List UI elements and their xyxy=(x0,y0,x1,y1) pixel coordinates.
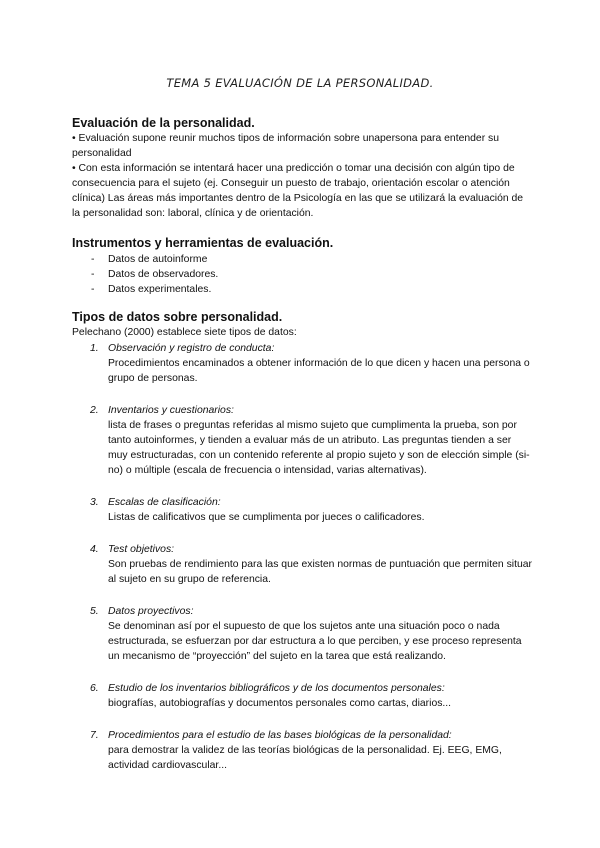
item-text: Se denominan así por el supuesto de que los sujetos ante una situación poco o nada estructurada, se esfuerzan por dar estructura a lo que perciben, y ese proceso representa un mecanismo de “proyección” del sujeto en la tarea que está realizando. xyxy=(108,621,522,662)
section-heading: Evaluación de la personalidad. xyxy=(72,116,255,130)
list-item xyxy=(72,495,532,525)
item-number: 6. xyxy=(90,683,99,694)
item-title: Datos proyectivos: xyxy=(108,606,194,617)
section-heading: Instrumentos y herramientas de evaluación. xyxy=(72,236,334,250)
item-title: Escalas de clasificación: xyxy=(108,497,221,508)
list-item: - Datos experimentales. xyxy=(91,284,212,295)
list-item xyxy=(72,341,532,386)
list-item: - Datos de observadores. xyxy=(91,269,219,280)
item-title: Procedimientos para el estudio de las bases biológicas de la personalidad: xyxy=(108,730,452,741)
item-text: biografías, autobiografías y documentos personales como cartas, diarios... xyxy=(108,698,452,709)
item-text: Son pruebas de rendimiento para las que existen normas de puntuación que permiten situar al sujeto en su grupo de referencia. xyxy=(108,559,532,585)
section-instrumentos xyxy=(72,235,532,297)
item-title: Estudio de los inventarios bibliográficos y de los documentos personales: xyxy=(108,683,445,694)
instruments-list xyxy=(72,252,532,297)
item-title: Test objetivos: xyxy=(108,544,175,555)
list-item xyxy=(72,681,532,711)
list-item xyxy=(72,604,532,664)
item-number: 4. xyxy=(90,544,99,555)
item-title: Inventarios y cuestionarios: xyxy=(108,405,234,416)
data-types-list xyxy=(72,341,532,773)
item-number: 7. xyxy=(90,730,99,741)
list-item-text: Datos experimentales. xyxy=(108,284,212,295)
item-text: Listas de calificativos que se cumplimenta por jueces o calificadores. xyxy=(108,512,425,523)
item-title: Observación y registro de conducta: xyxy=(108,343,275,354)
item-text: lista de frases o preguntas referidas al mismo sujeto que cumplimenta la prueba, son por tanto autoinformes, y tienden a evaluar más de un atributo. Las preguntas tienden a ser muy estructuradas, con un contenido referente al propio sujeto y son de elección simple (si-no) o múltiple (escala de frecuencia o intensidad, varias alternativas). xyxy=(108,420,530,476)
list-item: - Datos de autoinforme xyxy=(91,254,208,265)
paragraph: • Evaluación supone reunir muchos tipos de información sobre unapersona para entender su personalidad xyxy=(72,133,500,159)
item-number: 5. xyxy=(90,606,99,617)
section-heading: Tipos de datos sobre personalidad. xyxy=(72,310,283,324)
item-number: 1. xyxy=(90,343,99,354)
item-text: Procedimientos encaminados a obtener información de lo que dicen y hacen una persona o grupo de personas. xyxy=(108,358,530,384)
list-item xyxy=(72,728,532,773)
list-item xyxy=(72,542,532,587)
list-item-text: Datos de autoinforme xyxy=(108,254,208,265)
item-number: 2. xyxy=(90,405,99,416)
intro-text: Pelechano (2000) establece siete tipos de datos: xyxy=(72,327,297,338)
item-number: 3. xyxy=(90,497,99,508)
section-evaluacion xyxy=(72,115,532,221)
item-text: para demostrar la validez de las teorías biológicas de la personalidad. Ej. EEG, EMG, actividad cardiovascular... xyxy=(108,745,502,771)
paragraph: • Con esta información se intentará hacer una predicción o tomar una decisión con algún tipo de consecuencia para el sujeto (ej. Conseguir un puesto de trabajo, orientación escolar o atención clínica) Las áreas más importantes dentro de la Psicología en las que se utilizará la evaluación de la personalidad son: laboral, clínica y de orientación. xyxy=(72,163,524,219)
document-title: TEMA 5 EVALUACIÓN DE LA PERSONALIDAD. xyxy=(166,76,434,90)
section-tipos xyxy=(72,309,532,790)
list-item xyxy=(72,403,532,478)
list-item-text: Datos de observadores. xyxy=(108,269,219,280)
